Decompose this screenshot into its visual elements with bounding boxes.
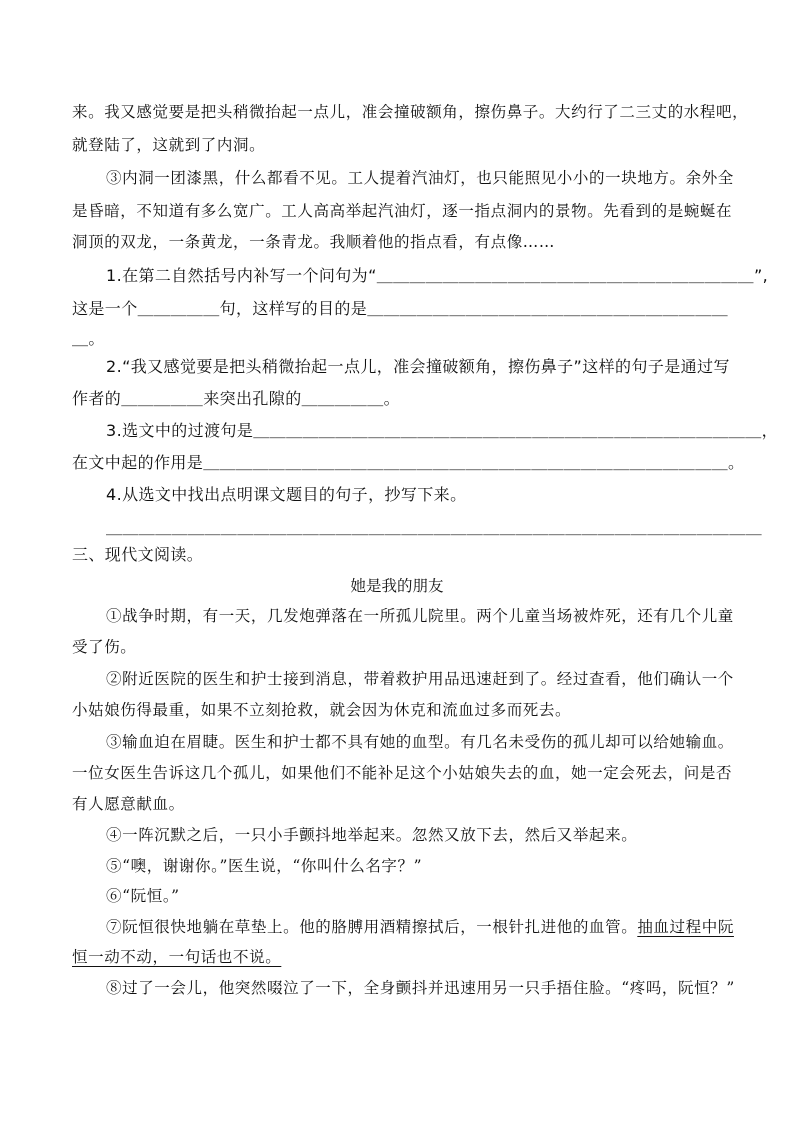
paragraph-3-line: ③输血迫在眉睫。医生和护士都不具有她的血型。有几名未受伤的孤儿却可以给她输血。 — [106, 733, 734, 751]
paragraph-8-line: ⑧过了一会儿，他突然啜泣了一下，全身颤抖并迅速用另一只手捂住脸。“疼吗，阮恒？” — [106, 979, 735, 997]
paragraph-6-line: ⑥“阮恒。” — [106, 887, 180, 905]
question-4-line: 4.从选文中找出点明课文题目的句子，抄写下来。 — [106, 485, 467, 504]
question-2-line: 作者的＿＿＿＿＿来突出孔隙的＿＿＿＿＿。 — [72, 389, 401, 408]
paragraph-7-line — [72, 945, 281, 967]
paragraph-7-text: ⑦阮恒很快地躺在草垫上。他的胳膊用酒精擦拭后，一根针扎进他的血管。 — [106, 918, 638, 936]
question-1-line: 这是一个＿＿＿＿＿句，这样写的目的是＿＿＿＿＿＿＿＿＿＿＿＿＿＿＿＿＿＿＿＿＿＿ — [72, 299, 729, 318]
paragraph-4-line: ④一阵沉默之后，一只小手颤抖地举起来。忽然又放下去，然后又举起来。 — [106, 826, 638, 844]
passage-title: 她是我的朋友 — [350, 577, 444, 595]
paragraph-2-line: 小姑娘伤得最重，如果不立刻抢救，就会因为休克和流血过多而死去。 — [72, 701, 572, 719]
answer-blank-line: ＿＿＿＿＿＿＿＿＿＿＿＿＿＿＿＿＿＿＿＿＿＿＿＿＿＿＿＿＿＿＿＿＿＿＿＿＿＿＿＿ — [106, 518, 763, 537]
question-1-line: ＿。 — [72, 329, 105, 348]
section-heading: 三、现代文阅读。 — [72, 545, 204, 564]
passage-line: 是昏暗，不知道有多么宽广。工人高高举起汽油灯，逐一指点洞内的景物。先看到的是蜿蜒在 — [72, 202, 733, 220]
question-3-line: 在文中起的作用是＿＿＿＿＿＿＿＿＿＿＿＿＿＿＿＿＿＿＿＿＿＿＿＿＿＿＿＿＿＿＿＿。 — [72, 453, 745, 472]
paragraph-1-line: ①战争时期，有一天，几发炮弹落在一所孤儿院里。两个儿童当场被炸死，还有几个儿童 — [106, 607, 734, 625]
paragraph-1-line: 受了伤。 — [72, 638, 137, 656]
passage-line: 洞顶的双龙，一条黄龙，一条青龙。我顺着他的指点看，有点像…… — [72, 233, 556, 251]
underlined-sentence: 恒一动不动，一句话也不说。 — [72, 948, 282, 966]
underlined-sentence: 抽血过程中阮 — [637, 918, 734, 936]
question-2-line: 2.“我又感觉要是把头稍微抬起一点儿，准会撞破额角，擦伤鼻子”这样的句子是通过写 — [106, 357, 730, 376]
paragraph-3-line: 一位女医生告诉这几个孤儿，如果他们不能补足这个小姑娘失去的血，她一定会死去，问是否 — [72, 764, 733, 782]
question-3-line: 3.选文中的过渡句是＿＿＿＿＿＿＿＿＿＿＿＿＿＿＿＿＿＿＿＿＿＿＿＿＿＿＿＿＿＿＿， — [106, 421, 779, 440]
passage-line: ③内洞一团漆黑，什么都看不见。工人提着汽油灯，也只能照见小小的一块地方。余外全 — [106, 169, 734, 187]
paragraph-5-line: ⑤“噢，谢谢你。”医生说，“你叫什么名字？” — [106, 857, 423, 875]
question-1-line: 1.在第二自然括号内补写一个问句为“＿＿＿＿＿＿＿＿＿＿＿＿＿＿＿＿＿＿＿＿＿＿＿”, — [106, 266, 769, 285]
passage-line: 来。我又感觉要是把头稍微抬起一点儿，准会撞破额角，擦伤鼻子。大约行了二三丈的水程吧， — [72, 103, 749, 121]
paragraph-2-line: ②附近医院的医生和护士接到消息，带着救护用品迅速赶到了。经过查看，他们确认一个 — [106, 670, 734, 688]
paragraph-7-line — [106, 915, 734, 937]
paragraph-3-line: 有人愿意献血。 — [72, 795, 185, 813]
passage-line: 就登陆了，这就到了内洞。 — [72, 136, 266, 154]
